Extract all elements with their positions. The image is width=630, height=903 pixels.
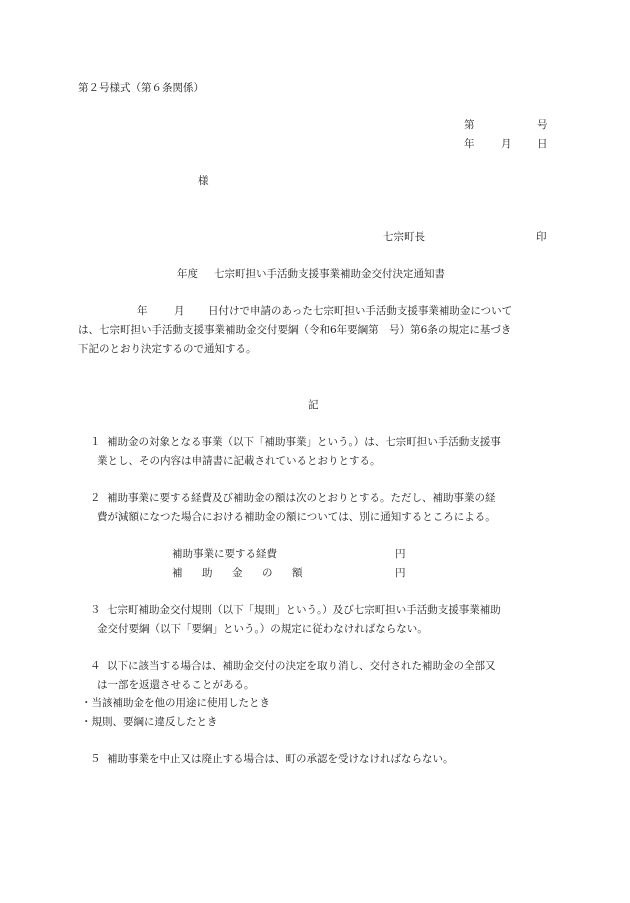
intro-line-1: 日付けで申請のあった七宗町担い手活動支援事業補助金について — [208, 305, 513, 317]
item-2-number: ２ — [90, 492, 101, 504]
item-4-bullet-2: ・規則、要綱に違反したとき — [81, 716, 218, 728]
grant-label-char-2: 助 — [202, 567, 213, 579]
grant-label-char-3: 金 — [232, 567, 243, 579]
intro-line-3: 下記のとおり決定するので通知する。 — [78, 343, 257, 355]
item-3-number: ３ — [90, 604, 101, 616]
issuer-seal: 印 — [536, 231, 547, 243]
item-4-line-2: は一部を返還させることがある。 — [97, 679, 255, 691]
date-month: 月 — [501, 138, 512, 150]
form-number-label: 第２号様式（第６条関係） — [78, 82, 204, 94]
item-3-line-1: 七宗町補助金交付規則（以下「規則」という。）及び七宗町担い手活動支援事業補助 — [107, 604, 501, 616]
title-year: 年度 — [177, 268, 198, 280]
grant-unit: 円 — [395, 567, 406, 579]
intro-line-2: は、七宗町担い手活動支援事業補助金交付要綱（令和6年要綱第 号）第6条の規定に基づき — [78, 324, 512, 336]
item-1-line-1: 補助金の対象となる事業（以下「補助事業」という。）は、七宗町担い手活動支援事 — [107, 436, 501, 448]
intro-date-year: 年 — [137, 305, 148, 317]
item-2-line-1: 補助事業に要する経費及び補助金の額は次のとおりとする。ただし、補助事業の経 — [107, 492, 496, 504]
issuer-name: 七宗町長 — [383, 231, 425, 243]
addressee-honorific: 様 — [198, 175, 209, 187]
item-4-number: ４ — [90, 660, 101, 672]
expense-label: 補助事業に要する経費 — [172, 548, 277, 560]
grant-label-char-4: の — [262, 567, 273, 579]
intro-date-month: 月 — [174, 305, 185, 317]
grant-label-char-5: 額 — [292, 567, 303, 579]
item-5-line-1: 補助事業を中止又は廃止する場合は、町の承認を受けなければならない。 — [107, 753, 454, 765]
item-2-line-2: 費が減額になつた場合における補助金の額については、別に通知するところによる。 — [97, 511, 496, 523]
document-number-suffix: 号 — [537, 119, 548, 131]
page-title: 七宗町担い手活動支援事業補助金交付決定通知書 — [214, 268, 445, 280]
item-1-line-2: 業とし、その内容は申請書に記載されているとおりとする。 — [97, 455, 381, 467]
expense-unit: 円 — [395, 548, 406, 560]
date-year: 年 — [464, 138, 475, 150]
date-day: 日 — [537, 138, 548, 150]
item-1-number: １ — [90, 436, 101, 448]
item-4-bullet-1: ・当該補助金を他の用途に使用したとき — [81, 697, 270, 709]
item-3-line-2: 金交付要綱（以下「要綱」という。）の規定に従わなければならない。 — [97, 623, 428, 635]
ki-heading: 記 — [308, 399, 319, 411]
item-5-number: ５ — [90, 753, 101, 765]
document-number-prefix: 第 — [464, 119, 475, 131]
item-4-line-1: 以下に該当する場合は、補助金交付の決定を取り消し、交付された補助金の全部又 — [107, 660, 496, 672]
grant-label-char-1: 補 — [172, 567, 183, 579]
